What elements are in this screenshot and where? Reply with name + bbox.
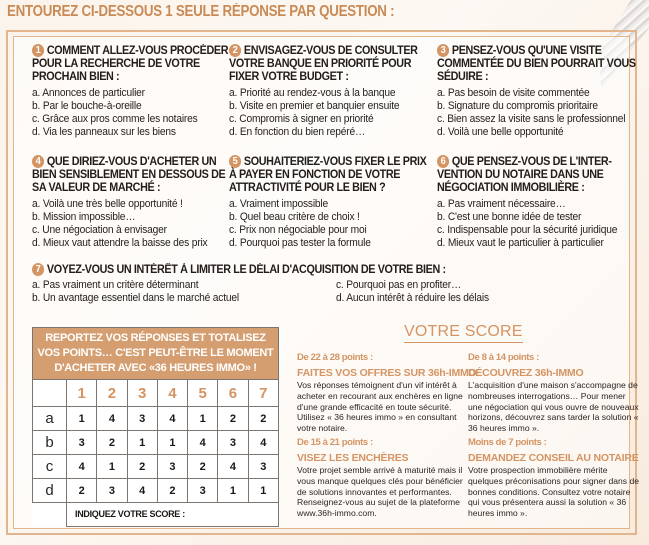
result-title: DÉCOUVREZ 36h-IMMO <box>468 367 584 379</box>
column-header: 5 <box>188 380 218 407</box>
table-cell: 4 <box>157 407 187 431</box>
table-cell: 3 <box>67 431 97 455</box>
answer-option[interactable]: b. Signature du compromis prioritaire <box>437 100 598 112</box>
question-number-badge: 6 <box>437 155 449 168</box>
answer-option[interactable]: c. Indispensable pour la sécurité juridique <box>437 224 618 236</box>
table-header-row <box>33 380 279 407</box>
question-heading <box>229 44 429 83</box>
result-title: VISEZ LES ENCHÈRES <box>297 452 409 464</box>
answer-option[interactable]: a. Voilà une très belle opportunité ! <box>32 198 183 210</box>
question-2 <box>229 44 429 139</box>
table-cell: 4 <box>67 455 97 479</box>
question-number-badge: 1 <box>32 44 44 57</box>
question-heading <box>437 44 637 83</box>
result-block <box>297 437 469 519</box>
question-text: QUE DIRIEZ-VOUS D'ACHETER UN BIEN SENSIBLEMENT EN DESSOUS DE SA VALEUR DE MARCHÉ : <box>32 155 226 194</box>
table-cell: 3 <box>218 431 248 455</box>
question-number-badge: 3 <box>437 44 449 57</box>
table-cell: 1 <box>97 455 127 479</box>
answer-option[interactable]: a. Priorité au rendez-vous à la banque <box>229 87 396 99</box>
column-header: 4 <box>157 380 187 407</box>
result-block <box>468 437 640 519</box>
answer-option[interactable]: b. Quel beau critère de choix ! <box>229 211 360 223</box>
corner-cell <box>33 380 67 407</box>
question-number-badge: 2 <box>229 44 241 57</box>
question-3 <box>437 44 637 139</box>
answer-option[interactable]: d. En fonction du bien repéré… <box>229 126 366 138</box>
answer-option[interactable]: d. Aucun intérêt à réduire les délais <box>336 292 489 304</box>
question-5 <box>229 155 429 250</box>
result-title: FAITES VOS OFFRES SUR 36h-IMMO <box>297 367 477 379</box>
question-number-badge: 5 <box>229 155 241 168</box>
table-row <box>33 455 279 479</box>
table-cell: 2 <box>188 455 218 479</box>
table-cell: 2 <box>248 407 278 431</box>
page-title: ENTOUREZ CI-DESSOUS 1 SEULE RÉPONSE PAR QUESTION : <box>7 3 395 20</box>
column-header: 1 <box>67 380 97 407</box>
result-range: Moins de 7 points : <box>468 437 547 448</box>
score-input-field[interactable]: INDIQUEZ VOTRE SCORE : <box>67 503 279 527</box>
column-header: 3 <box>127 380 157 407</box>
table-cell: 3 <box>248 455 278 479</box>
question-7 <box>32 263 622 305</box>
table-cell: 1 <box>188 407 218 431</box>
answer-option[interactable]: b. Visite en premier et banquier ensuite <box>229 100 400 112</box>
table-cell: 3 <box>157 455 187 479</box>
question-heading <box>437 155 637 194</box>
result-block <box>297 352 477 434</box>
column-header: 2 <box>97 380 127 407</box>
answer-option[interactable]: d. Pourquoi pas tester la formule <box>229 237 371 249</box>
answer-option[interactable]: d. Mieux vaut le particulier à particulier <box>437 237 604 249</box>
row-label: b <box>33 431 67 455</box>
answer-option[interactable]: b. Par le bouche-à-oreille <box>32 100 142 112</box>
table-cell: 2 <box>218 407 248 431</box>
table-cell: 3 <box>188 479 218 503</box>
answer-option[interactable]: a. Pas besoin de visite commentée <box>437 87 590 99</box>
answer-option[interactable]: b. Un avantage essentiel dans le marché actuel <box>32 292 239 304</box>
result-title: DEMANDEZ CONSEIL AU NOTAIRE <box>468 452 639 464</box>
table-cell: 2 <box>157 479 187 503</box>
table-cell: 4 <box>248 431 278 455</box>
table-cell: 4 <box>188 431 218 455</box>
answer-option[interactable]: a. Vraiment impossible <box>229 198 329 210</box>
question-heading <box>229 155 429 194</box>
table-cell: 1 <box>157 431 187 455</box>
score-table-header: REPORTEZ VOS RÉPONSES ET TOTALISEZ VOS POINTS… C'EST PEUT-ÊTRE LE MOMENT D'ACHETER AVEC «36 HEURES IMMO» ! <box>33 328 279 380</box>
question-text: SOUHAITERIEZ-VOUS FIXER LE PRIX À PAYER EN FONCTION DE VOTRE ATTRACTIVITÉ POUR LE BIEN ? <box>229 155 427 194</box>
answer-option[interactable]: c. Bien assez la visite sans le professionnel <box>437 113 626 125</box>
answer-option[interactable]: c. Prix non négociable pour moi <box>229 224 367 236</box>
table-cell: 1 <box>248 479 278 503</box>
answer-option[interactable]: a. Pas vraiment un critère déterminant <box>32 279 199 291</box>
table-cell: 1 <box>218 479 248 503</box>
question-text: VOYEZ-VOUS UN INTÉRÊT À LIMITER LE DÉLAI D'ACQUISITION DE VOTRE BIEN : <box>46 263 446 276</box>
table-cell: 2 <box>127 455 157 479</box>
empty-cell <box>33 503 67 527</box>
answer-option[interactable]: d. Voilà une belle opportunité <box>437 126 564 138</box>
result-body: L'acquisition d'une maison s'accompagne de nombreuses interrogations… Pour mener une négociation qui vous ouvre de nouveaux horizons, découvrez sans tarder la solution « 36 heures immo ». <box>468 380 639 434</box>
answer-option[interactable]: c. Pourquoi pas en profiter… <box>336 279 462 291</box>
table-cell: 3 <box>127 407 157 431</box>
table-cell: 2 <box>67 479 97 503</box>
table-cell: 1 <box>67 407 97 431</box>
question-text: COMMENT ALLEZ-VOUS PROCÉDER POUR LA RECHERCHE DE VOTRE PROCHAIN BIEN : <box>32 44 229 83</box>
table-cell: 1 <box>127 431 157 455</box>
question-heading <box>32 155 232 194</box>
answer-option[interactable]: d. Via les panneaux sur les biens <box>32 126 176 138</box>
question-text: QUE PENSEZ-VOUS DE L'INTER-VENTION DU NOTAIRE DANS UNE NÉGOCIATION IMMOBILIÈRE : <box>437 155 612 194</box>
table-cell: 4 <box>127 479 157 503</box>
row-label: a <box>33 407 67 431</box>
question-number-badge: 4 <box>32 155 44 168</box>
answer-option[interactable]: c. Une négociation à envisager <box>32 224 167 236</box>
answer-option[interactable]: c. Grâce aux pros comme les notaires <box>32 113 198 125</box>
score-row <box>33 503 279 527</box>
question-text: ENVISAGEZ-VOUS DE CONSULTER VOTRE BANQUE EN PRIORITÉ POUR FIXER VOTRE BUDGET : <box>229 44 418 83</box>
score-table <box>32 327 279 527</box>
column-header: 7 <box>248 380 278 407</box>
answer-option[interactable]: b. C'est une bonne idée de tester <box>437 211 582 223</box>
result-block <box>468 352 640 434</box>
question-heading <box>32 263 590 276</box>
table-cell: 4 <box>97 407 127 431</box>
row-label: c <box>33 455 67 479</box>
table-cell: 3 <box>97 479 127 503</box>
result-body: Votre projet semble arrivé à maturité mais il vous manque quelques clés pour bénéficier de solutions innovantes et performantes. Renseignez-vous au sujet de la plateforme www.36h-immo.com. <box>297 465 463 519</box>
table-cell: 4 <box>218 455 248 479</box>
question-heading <box>32 44 232 83</box>
answer-option[interactable]: b. Mission impossible… <box>32 211 136 223</box>
table-row <box>33 479 279 503</box>
question-number-badge: 7 <box>32 263 44 276</box>
table-cell: 2 <box>97 431 127 455</box>
result-range: De 22 à 28 points : <box>297 352 373 363</box>
results-title: VOTRE SCORE <box>404 323 523 343</box>
question-4 <box>32 155 232 250</box>
answer-option[interactable]: c. Compromis à signer en priorité <box>229 113 374 125</box>
result-range: De 15 à 21 points : <box>297 437 373 448</box>
answer-option[interactable]: a. Pas vraiment nécessaire… <box>437 198 566 210</box>
question-1 <box>32 44 232 139</box>
question-6 <box>437 155 637 250</box>
answer-option[interactable]: a. Annonces de particulier <box>32 87 145 99</box>
row-label: d <box>33 479 67 503</box>
result-body: Votre prospection immobilière mérite quelques préconisations pour signer dans de bonnes conditions. Consultez votre notaire qui vous présentera aussi la solution « 36 heures immo ». <box>468 465 640 519</box>
table-row <box>33 431 279 455</box>
answer-option[interactable]: d. Mieux vaut attendre la baisse des prix <box>32 237 208 249</box>
result-range: De 8 à 14 points : <box>468 352 539 363</box>
column-header: 6 <box>218 380 248 407</box>
table-row <box>33 407 279 431</box>
question-text: PENSEZ-VOUS QU'UNE VISITE COMMENTÉE DU BIEN POURRAIT VOUS SÉDUIRE : <box>437 44 636 83</box>
result-body: Vos réponses témoignent d'un vif intérêt à acheter en recourant aux enchères en ligne d'une grande efficacité en toute sécurité. Utilisez « 36 heures immo » en consultant votre notaire. <box>297 380 463 434</box>
